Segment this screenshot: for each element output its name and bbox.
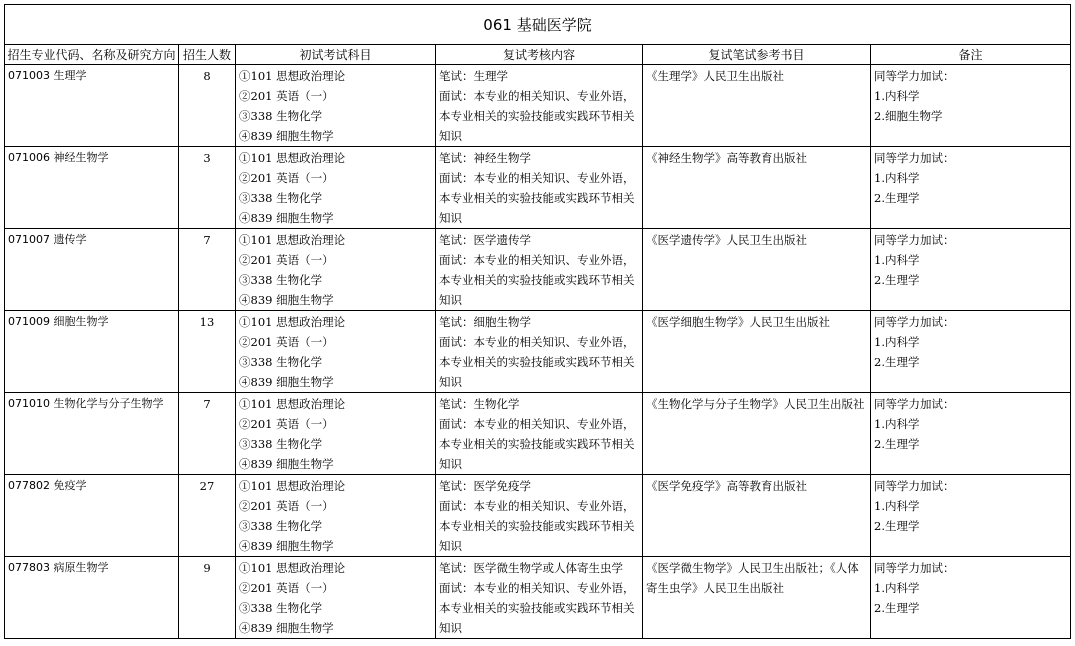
table-row — [5, 393, 1071, 475]
remark-line: 同等学力加试： — [874, 561, 955, 575]
retest-content — [436, 147, 643, 229]
exam-subject: ①101 思想政治理论 — [239, 479, 346, 493]
retest-content — [436, 393, 643, 475]
remarks — [871, 65, 1071, 147]
retest-written: 笔试：医学微生物学或人体寄生虫学 — [439, 561, 623, 575]
exam-subject: ③338 生物化学 — [239, 601, 323, 615]
column-header: 招生人数 — [179, 45, 236, 65]
program-code-name-text: 071009 细胞生物学 — [8, 315, 109, 328]
retest-content — [436, 65, 643, 147]
program-code-name — [5, 475, 179, 557]
column-header: 招生专业代码、名称及研究方向 — [5, 45, 179, 65]
reference-book-text: 《医学免疫学》高等教育出版社 — [646, 479, 807, 493]
reference-books — [643, 475, 871, 557]
reference-books — [643, 393, 871, 475]
program-code-name — [5, 65, 179, 147]
page-title: 061 基础医学院 — [5, 5, 1071, 45]
retest-interview: 面试：本专业的相关知识、专业外语，本专业相关的实验技能或实践环节相关知识 — [439, 499, 635, 553]
admissions-table-container — [4, 4, 1070, 639]
reference-books — [643, 311, 871, 393]
remark-line: 2.细胞生物学 — [874, 109, 943, 123]
remark-line: 1.内科学 — [874, 335, 920, 349]
program-code-name — [5, 311, 179, 393]
reference-books — [643, 65, 871, 147]
exam-subject: ③338 生物化学 — [239, 519, 323, 533]
enrollment-count — [179, 65, 236, 147]
reference-book-text: 《医学微生物学》人民卫生出版社；《人体寄生虫学》人民卫生出版社 — [646, 561, 859, 595]
table-row — [5, 311, 1071, 393]
remark-line: 同等学力加试： — [874, 315, 955, 329]
remark-line: 同等学力加试： — [874, 397, 955, 411]
program-code-name — [5, 147, 179, 229]
enrollment-count-text: 3 — [203, 151, 211, 165]
enrollment-count — [179, 229, 236, 311]
retest-interview: 面试：本专业的相关知识、专业外语，本专业相关的实验技能或实践环节相关知识 — [439, 581, 635, 635]
remark-line: 同等学力加试： — [874, 233, 955, 247]
remark-line: 1.内科学 — [874, 171, 920, 185]
enrollment-count-text: 7 — [203, 233, 211, 247]
exam-subject: ④839 细胞生物学 — [239, 375, 334, 389]
exam-subject: ③338 生物化学 — [239, 355, 323, 369]
retest-interview: 面试：本专业的相关知识、专业外语，本专业相关的实验技能或实践环节相关知识 — [439, 171, 635, 225]
exam-subjects — [236, 475, 436, 557]
remarks — [871, 475, 1071, 557]
program-code-name — [5, 229, 179, 311]
remark-line: 1.内科学 — [874, 253, 920, 267]
table-row — [5, 147, 1071, 229]
remark-line: 2.生理学 — [874, 437, 920, 451]
reference-book-text: 《生理学》人民卫生出版社 — [646, 69, 784, 83]
reference-books — [643, 147, 871, 229]
retest-written: 笔试：生物化学 — [439, 397, 520, 411]
exam-subjects — [236, 393, 436, 475]
exam-subjects — [236, 311, 436, 393]
retest-interview: 面试：本专业的相关知识、专业外语，本专业相关的实验技能或实践环节相关知识 — [439, 89, 635, 143]
remark-line: 同等学力加试： — [874, 479, 955, 493]
exam-subject: ①101 思想政治理论 — [239, 69, 346, 83]
exam-subject: ④839 细胞生物学 — [239, 129, 334, 143]
enrollment-count-text: 27 — [199, 479, 215, 493]
reference-book-text: 《医学细胞生物学》人民卫生出版社 — [646, 315, 830, 329]
remarks — [871, 229, 1071, 311]
enrollment-count — [179, 475, 236, 557]
remark-line: 同等学力加试： — [874, 151, 955, 165]
retest-interview: 面试：本专业的相关知识、专业外语，本专业相关的实验技能或实践环节相关知识 — [439, 253, 635, 307]
admissions-table — [4, 4, 1071, 639]
enrollment-count-text: 9 — [203, 561, 211, 575]
exam-subject: ②201 英语（一） — [239, 499, 334, 513]
column-header: 复试笔试参考书目 — [643, 45, 871, 65]
exam-subject: ②201 英语（一） — [239, 253, 334, 267]
retest-content — [436, 557, 643, 639]
table-row — [5, 475, 1071, 557]
enrollment-count — [179, 147, 236, 229]
exam-subject: ②201 英语（一） — [239, 581, 334, 595]
enrollment-count-text: 8 — [203, 69, 211, 83]
remarks — [871, 557, 1071, 639]
retest-written: 笔试：医学遗传学 — [439, 233, 531, 247]
exam-subject: ②201 英语（一） — [239, 89, 334, 103]
enrollment-count — [179, 557, 236, 639]
exam-subject: ④839 细胞生物学 — [239, 211, 334, 225]
exam-subject: ④839 细胞生物学 — [239, 539, 334, 553]
table-row — [5, 229, 1071, 311]
exam-subject: ③338 生物化学 — [239, 437, 323, 451]
exam-subject: ①101 思想政治理论 — [239, 397, 346, 411]
remark-line: 2.生理学 — [874, 355, 920, 369]
exam-subject: ①101 思想政治理论 — [239, 233, 346, 247]
retest-written: 笔试：细胞生物学 — [439, 315, 531, 329]
exam-subject: ②201 英语（一） — [239, 335, 334, 349]
remark-line: 2.生理学 — [874, 273, 920, 287]
exam-subject: ③338 生物化学 — [239, 109, 323, 123]
retest-content — [436, 229, 643, 311]
reference-book-text: 《神经生物学》高等教育出版社 — [646, 151, 807, 165]
table-row — [5, 557, 1071, 639]
remark-line: 1.内科学 — [874, 499, 920, 513]
program-code-name-text: 077803 病原生物学 — [8, 561, 109, 574]
exam-subject: ①101 思想政治理论 — [239, 315, 346, 329]
column-header: 复试考核内容 — [436, 45, 643, 65]
exam-subject: ①101 思想政治理论 — [239, 561, 346, 575]
retest-written: 笔试：医学免疫学 — [439, 479, 531, 493]
retest-interview: 面试：本专业的相关知识、专业外语，本专业相关的实验技能或实践环节相关知识 — [439, 417, 635, 471]
program-code-name-text: 071006 神经生物学 — [8, 151, 109, 164]
exam-subjects — [236, 65, 436, 147]
exam-subject: ③338 生物化学 — [239, 273, 323, 287]
reference-book-text: 《生物化学与分子生物学》人民卫生出版社 — [646, 397, 865, 411]
remark-line: 1.内科学 — [874, 89, 920, 103]
program-code-name-text: 077802 免疫学 — [8, 479, 87, 492]
program-code-name — [5, 557, 179, 639]
enrollment-count — [179, 393, 236, 475]
remark-line: 2.生理学 — [874, 601, 920, 615]
remark-line: 1.内科学 — [874, 581, 920, 595]
column-header: 初试考试科目 — [236, 45, 436, 65]
remarks — [871, 393, 1071, 475]
program-code-name — [5, 393, 179, 475]
exam-subjects — [236, 557, 436, 639]
remarks — [871, 311, 1071, 393]
table-row — [5, 65, 1071, 147]
enrollment-count-text: 7 — [203, 397, 211, 411]
remarks — [871, 147, 1071, 229]
retest-content — [436, 475, 643, 557]
program-code-name-text: 071003 生理学 — [8, 69, 87, 82]
reference-book-text: 《医学遗传学》人民卫生出版社 — [646, 233, 807, 247]
remark-line: 1.内科学 — [874, 417, 920, 431]
exam-subject: ④839 细胞生物学 — [239, 457, 334, 471]
exam-subjects — [236, 229, 436, 311]
remark-line: 2.生理学 — [874, 191, 920, 205]
header-row — [5, 45, 1071, 65]
exam-subjects — [236, 147, 436, 229]
retest-interview: 面试：本专业的相关知识、专业外语，本专业相关的实验技能或实践环节相关知识 — [439, 335, 635, 389]
program-code-name-text: 071010 生物化学与分子生物学 — [8, 397, 164, 410]
program-code-name-text: 071007 遗传学 — [8, 233, 87, 246]
retest-content — [436, 311, 643, 393]
column-header: 备注 — [871, 45, 1071, 65]
retest-written: 笔试：神经生物学 — [439, 151, 531, 165]
exam-subject: ③338 生物化学 — [239, 191, 323, 205]
exam-subject: ④839 细胞生物学 — [239, 621, 334, 635]
exam-subject: ①101 思想政治理论 — [239, 151, 346, 165]
enrollment-count — [179, 311, 236, 393]
exam-subject: ④839 细胞生物学 — [239, 293, 334, 307]
reference-books — [643, 557, 871, 639]
reference-books — [643, 229, 871, 311]
remark-line: 2.生理学 — [874, 519, 920, 533]
remark-line: 同等学力加试： — [874, 69, 955, 83]
exam-subject: ②201 英语（一） — [239, 417, 334, 431]
enrollment-count-text: 13 — [199, 315, 215, 329]
retest-written: 笔试：生理学 — [439, 69, 508, 83]
exam-subject: ②201 英语（一） — [239, 171, 334, 185]
